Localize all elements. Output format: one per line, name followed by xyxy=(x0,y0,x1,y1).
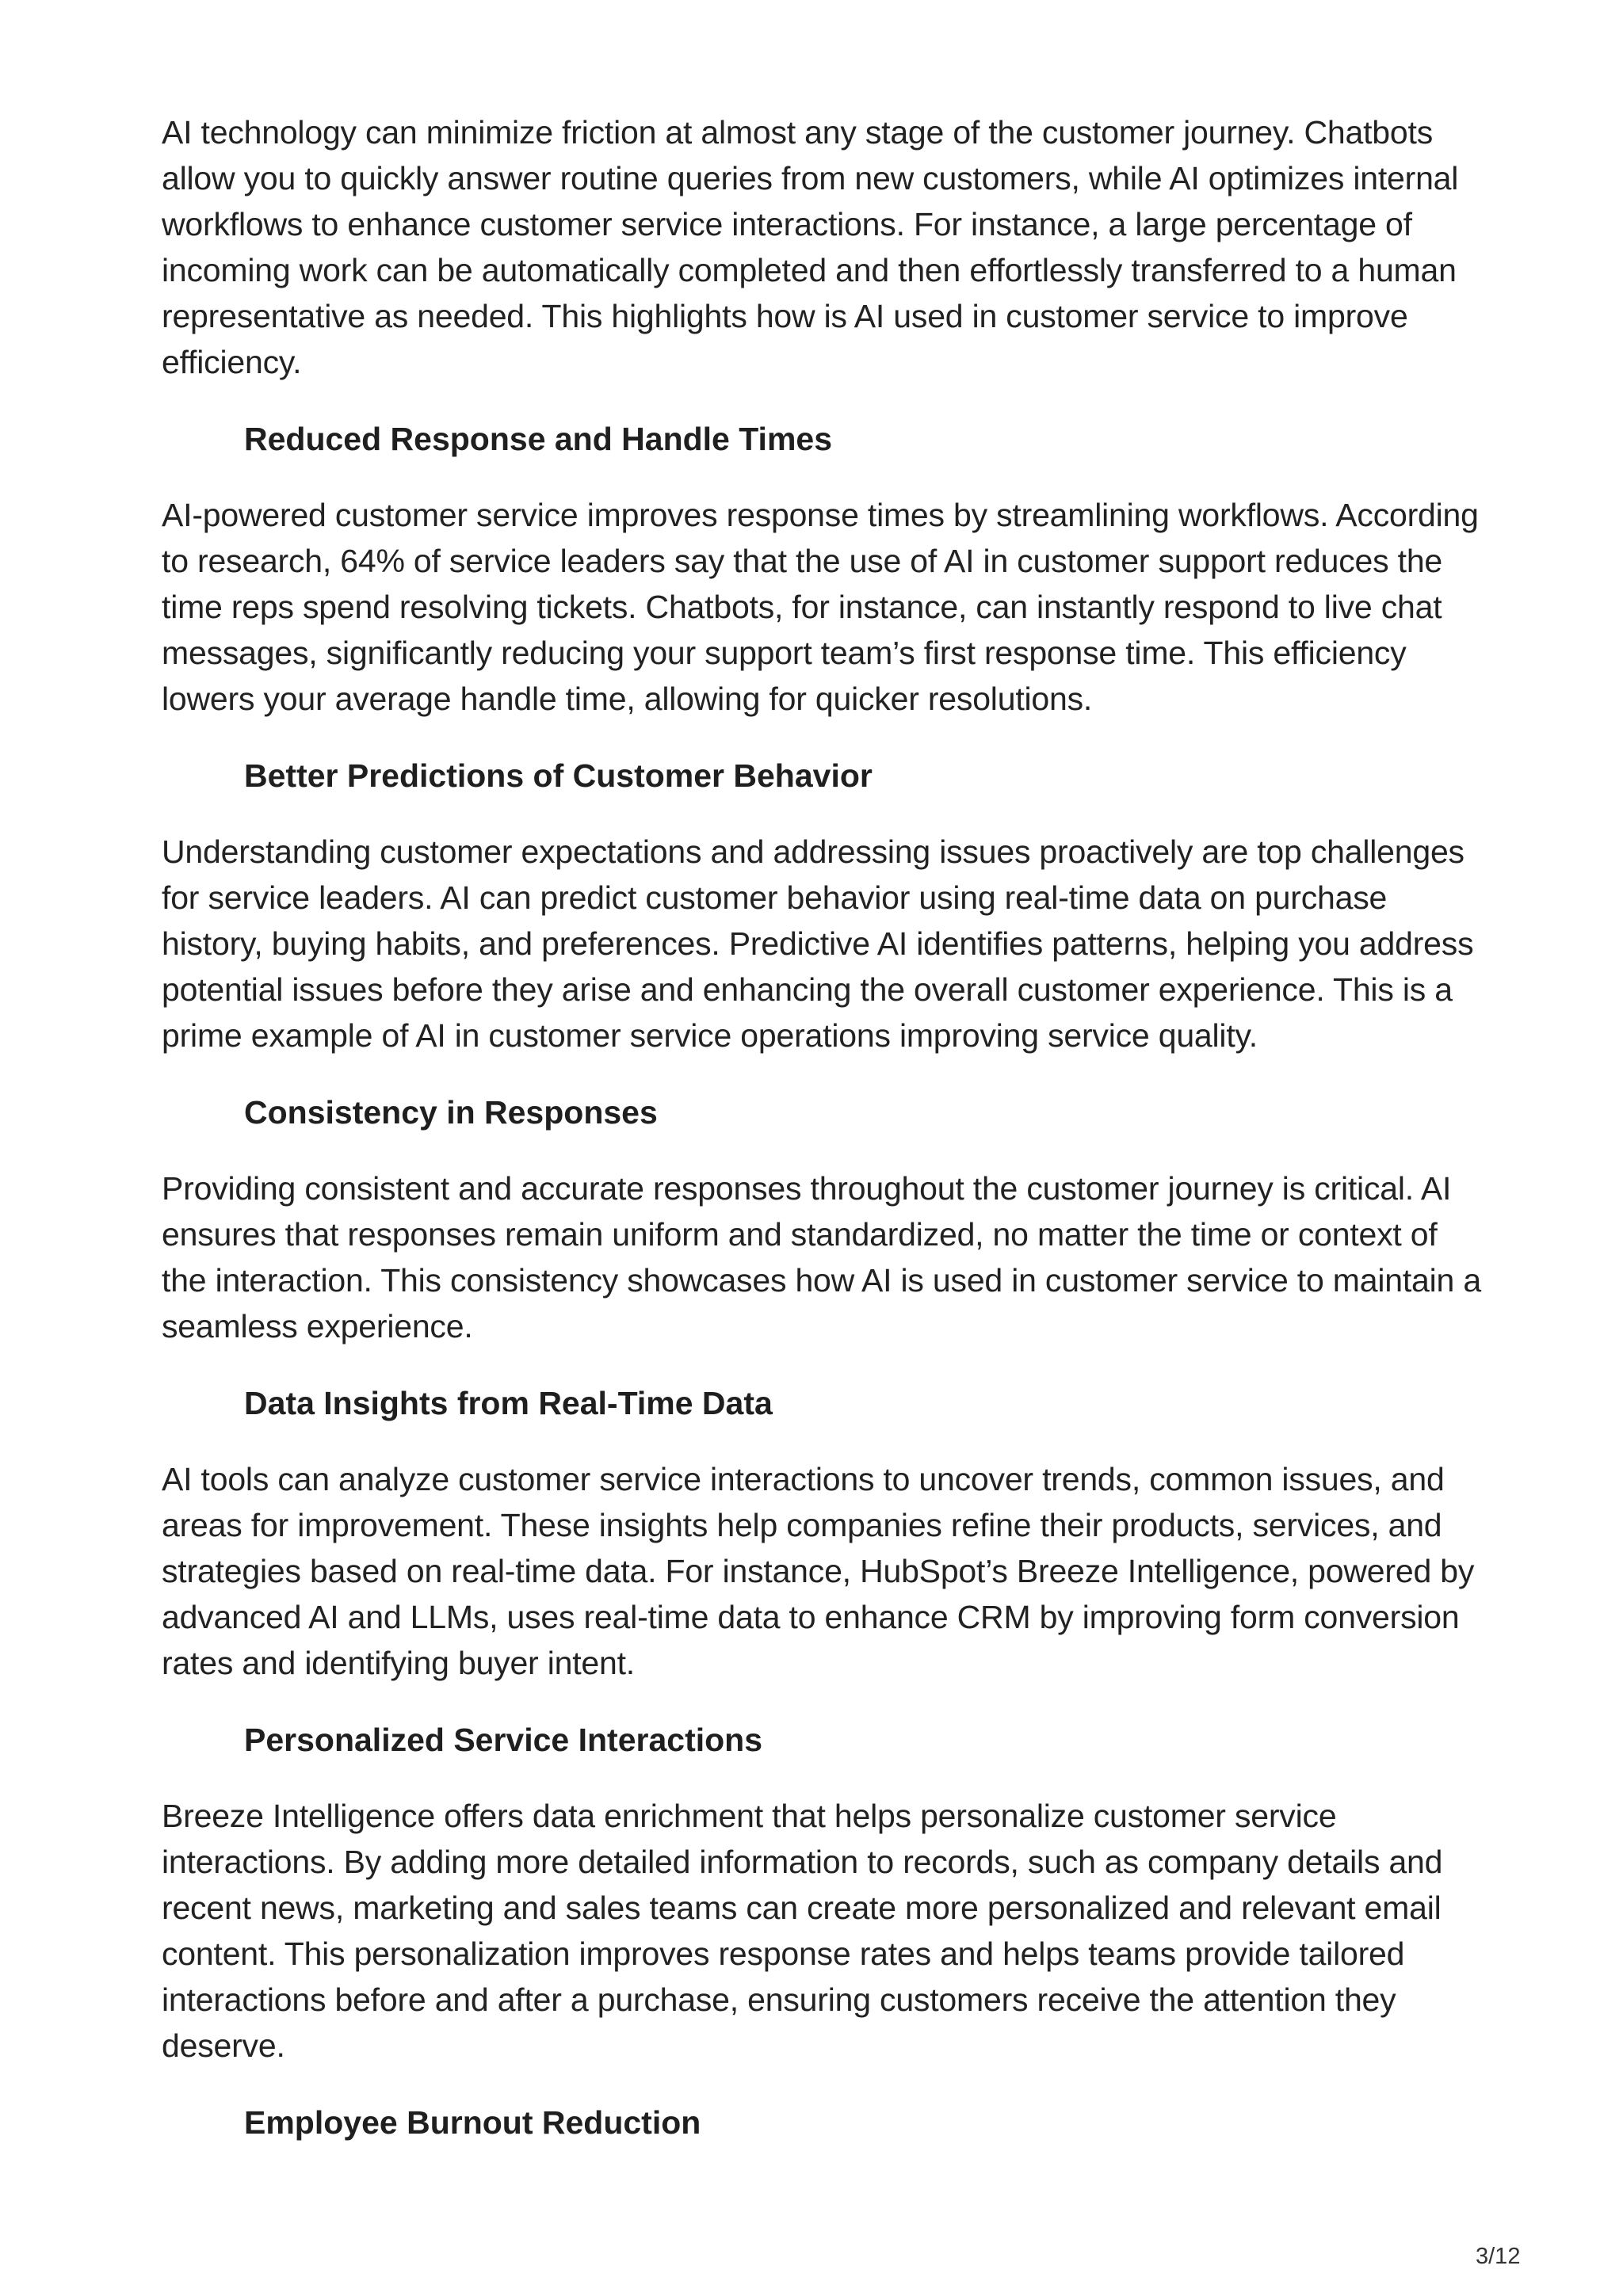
section-heading-data-insights: Data Insights from Real-Time Data xyxy=(244,1385,773,1421)
section-body-personalized-service: Breeze Intelligence offers data enrichment that helps personalize customer service interactions. By adding more detailed information to records, such as company details and recent news, marketing and sales teams can create more personalized and relevant email content. This personalization improves response rates and helps teams provide tailored interactions before and after a purchase, ensuring customers receive the attention they deserve. xyxy=(162,1798,1443,2064)
section-heading-employee-burnout: Employee Burnout Reduction xyxy=(244,2104,701,2141)
section-heading-reduced-response: Reduced Response and Handle Times xyxy=(244,421,833,457)
section-heading-better-predictions: Better Predictions of Customer Behavior xyxy=(244,757,873,794)
page-number: 3/12 xyxy=(1476,2244,1521,2269)
section-body-consistency: Providing consistent and accurate responses throughout the customer journey is critical. AI ensures that responses remain uniform and standardized, no matter the time or context of the interaction. This consistency showcases how AI is used in customer service to maintain a seamless experience. xyxy=(162,1170,1481,1344)
section-body-data-insights: AI tools can analyze customer service interactions to uncover trends, common issues, and areas for improvement. These insights help companies refine their products, services, and strategies based on real-time data. For instance, HubSpot’s Breeze Intelligence, powered by advanced AI and LLMs, uses real-time data to enhance CRM by improving form conversion rates and identifying buyer intent. xyxy=(162,1461,1475,1681)
intro-paragraph: AI technology can minimize friction at almost any stage of the customer journey. Chatbots allow you to quickly answer routine queries from new customers, while AI optimizes internal workflows to enhance customer service interactions. For instance, a large percentage of incoming work can be automatically completed and then effortlessly transferred to a human representative as needed. This highlights how is AI used in customer service to improve efficiency. xyxy=(162,114,1459,380)
section-body-reduced-response: AI-powered customer service improves response times by streamlining workflows. According to research, 64% of service leaders say that the use of AI in customer support reduces the time reps spend resolving tickets. Chatbots, for instance, can instantly respond to live chat messages, significantly reducing your support team’s first response time. This efficiency lowers your average handle time, allowing for quicker resolutions. xyxy=(162,497,1479,717)
section-body-better-predictions: Understanding customer expectations and addressing issues proactively are top challenges for service leaders. AI can predict customer behavior using real-time data on purchase history, buying habits, and preferences. Predictive AI identifies patterns, helping you address potential issues before they arise and enhancing the overall customer experience. This is a prime example of AI in customer service operations improving service quality. xyxy=(162,833,1474,1054)
section-heading-consistency: Consistency in Responses xyxy=(244,1094,658,1131)
document-content xyxy=(162,109,1485,2176)
section-heading-personalized-service: Personalized Service Interactions xyxy=(244,1722,762,1758)
